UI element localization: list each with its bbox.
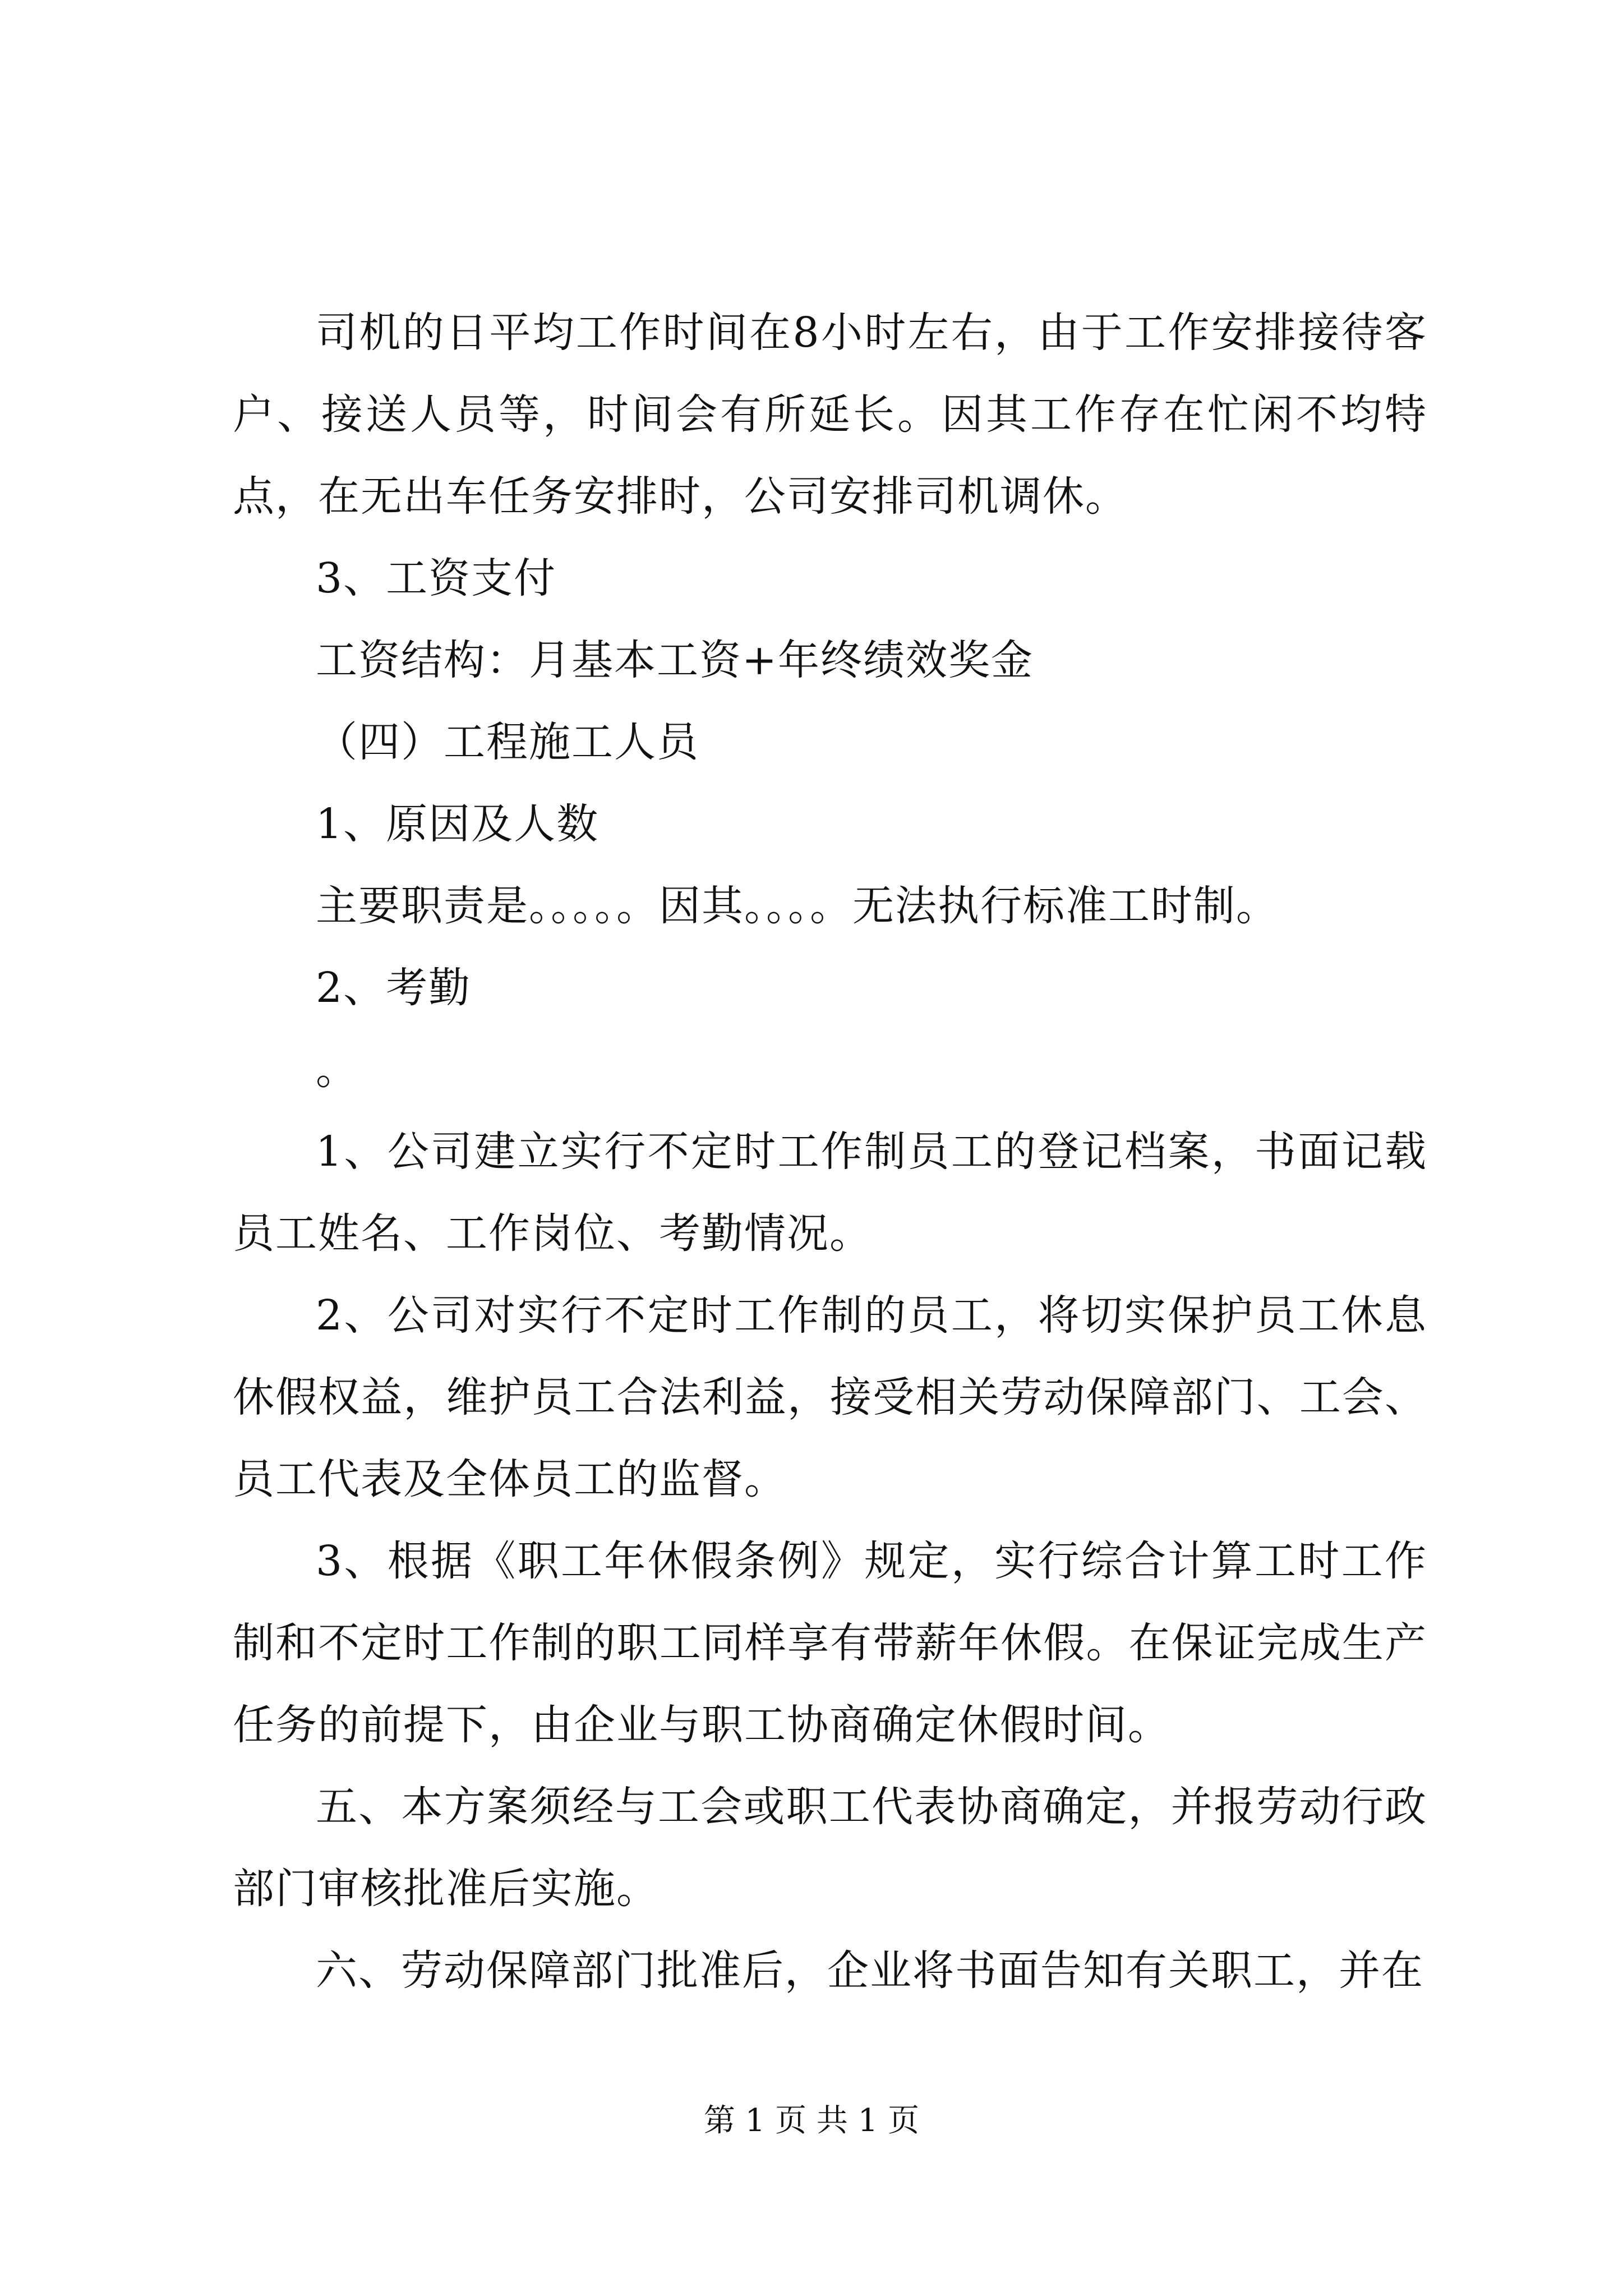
page-number-label: 第 1 页 共 1 页 [703,2102,920,2139]
paragraph: 工资结构：月基本工资+年终绩效奖金 [316,636,1034,684]
paragraph: 主要职责是。。。。。因其。。。。无法执行标准工时制。 [316,882,1279,930]
paragraph: 六、劳动保障部门批准后，企业将书面告知有关职工，并在 [316,1947,1424,1995]
page-footer [0,2101,1623,2141]
paragraph: 2、公司对实行不定时工作制的员工，将切实保护员工休息休假权益，维护员工合法利益，接受相关劳动保障部门、工会、员工代表及全体员工的监督。 [233,1291,1427,1503]
section-heading: 3、工资支付 [316,554,557,602]
paragraph: 1、公司建立实行不定时工作制员工的登记档案，书面记载员工姓名、工作岗位、考勤情况。 [233,1128,1427,1258]
section-heading: 2、考勤 [316,964,472,1012]
paragraph: 。 [316,1046,358,1094]
document-body [233,292,1427,2012]
section-heading: 1、原因及人数 [316,800,600,848]
paragraph: 司机的日平均工作时间在8小时左右，由于工作安排接待客户、接送人员等，时间会有所延长。因其工作存在忙闲不均特点，在无出车任务安排时，公司安排司机调休。 [233,309,1427,521]
paragraph: 3、根据《职工年休假条例》规定，实行综合计算工时工作制和不定时工作制的职工同样享有带薪年休假。在保证完成生产任务的前提下，由企业与职工协商确定休假时间。 [233,1537,1427,1749]
paragraph: 五、本方案须经与工会或职工代表协商确定，并报劳动行政部门审核批准后实施。 [233,1783,1427,1913]
section-heading: （四）工程施工人员 [316,718,699,766]
